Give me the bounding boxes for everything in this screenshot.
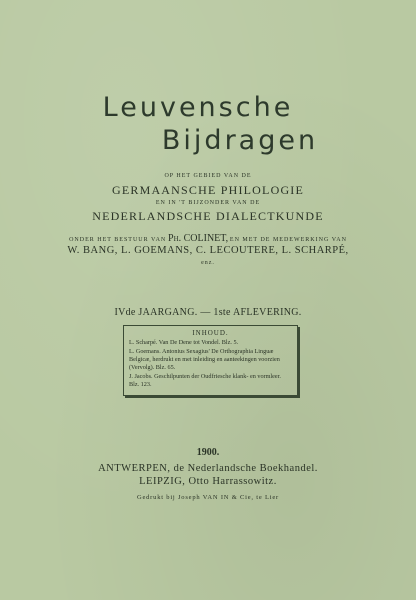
title-line-1: Leuvensche (102, 92, 294, 123)
subtitle-germaansche: GERMAANSCHE PHILOLOGIE (111, 183, 305, 197)
issue-volume: IVde JAARGANG. — 1ste AFLEVERING. (114, 307, 302, 318)
imprint-leipzig: LEIPZIG, Otto Harrassowitz. (139, 476, 277, 487)
title-line-2: Bijdragen (161, 125, 319, 156)
editors-line-3: enz. (201, 260, 215, 266)
contents-entry: L. Goemans. Antonius Sexagius' De Orthographia Linguæ Belgicæ, herdrukt en met inleiding en aanteekingen voorzien (Vervolg). Blz. 65. (129, 348, 280, 371)
printer-line: Gedrukt bij Joseph VAN IN & Cie, te Lier (136, 494, 280, 501)
contents-heading: INHOUD. (192, 329, 229, 337)
publication-year: 1900. (196, 447, 220, 458)
editors-line-1 (0, 233, 416, 244)
imprint-antwerpen: ANTWERPEN, de Nederlandsche Boekhandel. (98, 463, 318, 474)
editors-suffix: EN MET DE MEDEWERKING VAN (229, 237, 347, 243)
subtitle-en-in: EN IN 'T BIJZONDER VAN DE (155, 200, 261, 206)
editors-line-2: W. BANG, L. GOEMANS, C. LECOUTERE, L. SCHARPÉ, (67, 245, 349, 256)
editors-prefix: ONDER HET BESTUUR VAN (69, 237, 167, 243)
subtitle-intro: OP HET GEBIED VAN DE (164, 173, 252, 179)
contents-box (123, 325, 298, 396)
subtitle-nederlandsche: NEDERLANDSCHE DIALECTKUNDE (92, 209, 324, 223)
editors-main-name: Ph. COLINET, (168, 233, 229, 244)
contents-entry: L. Scharpé. Van De Dene tot Vondel. Blz. 5. (129, 339, 239, 346)
contents-entry: J. Jacobs. Geschilpunten der Oudfriesche klank- en vormleer. Blz. 123. (129, 373, 281, 388)
